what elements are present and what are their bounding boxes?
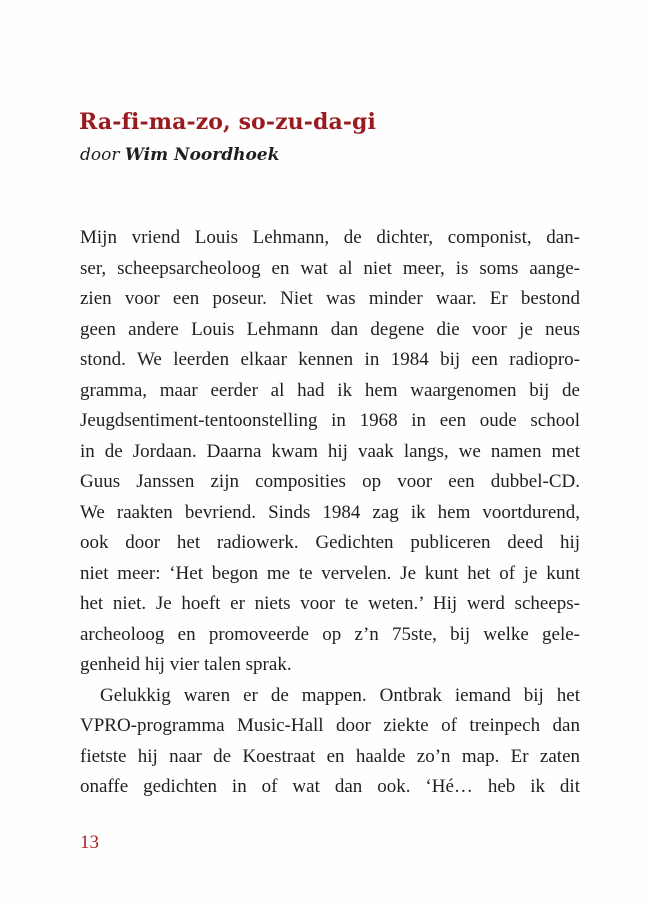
text-line: fietste hij naar de Koestraat en haalde zo’n map. Er zaten <box>80 745 580 767</box>
text-line: het niet. Je hoeft er niets voor te weten.’ Hij werd scheeps- <box>80 593 580 614</box>
byline <box>80 143 279 167</box>
byline-author: Wim Noordhoek <box>124 145 280 165</box>
byline-prefix: door <box>80 145 125 165</box>
text-line: zien voor een poseur. Niet was minder waar. Er bestond <box>80 288 580 309</box>
text-line: ook door het radiowerk. Gedichten publiceren deed hij <box>80 532 580 553</box>
text-line: stond. We leerden elkaar kennen in 1984 bij een radiopro- <box>80 349 580 370</box>
text-line: genheid hij vier talen sprak. <box>80 654 292 675</box>
text-line: Jeugdsentiment-tentoonstelling in 1968 in een oude school <box>80 410 580 431</box>
text-line: We raakten bevriend. Sinds 1984 zag ik hem voortdurend, <box>80 501 580 523</box>
text-line: gramma, maar eerder al had ik hem waargenomen bij de <box>80 379 580 401</box>
text-line: geen andere Louis Lehmann dan degene die voor je neus <box>80 318 580 340</box>
text-line: VPRO-programma Music-Hall door ziekte of treinpech dan <box>80 715 580 736</box>
text-line: ser, scheepsarcheoloog en wat al niet meer, is soms aange- <box>80 257 580 279</box>
text-line: in de Jordaan. Daarna kwam hij vaak langs, we namen met <box>80 440 580 462</box>
text-line: Mijn vriend Louis Lehmann, de dichter, componist, dan- <box>80 227 580 248</box>
text-line: niet meer: ‘Het begon me te vervelen. Je kunt het of je kunt <box>80 562 580 584</box>
text-line: Guus Janssen zijn composities op voor een dubbel-CD. <box>80 471 580 492</box>
chapter-title: Ra-fi-ma-zo, so-zu-da-gi <box>79 109 376 135</box>
body-text <box>80 223 580 803</box>
page-number: 13 <box>80 832 99 853</box>
text-line: archeoloog en promoveerde op z’n 75ste, bij welke gele- <box>80 623 580 645</box>
text-line: Gelukkig waren er de mappen. Ontbrak iemand bij het <box>100 684 580 706</box>
text-line: onaffe gedichten in of wat dan ook. ‘Hé… heb ik dit <box>80 776 580 797</box>
